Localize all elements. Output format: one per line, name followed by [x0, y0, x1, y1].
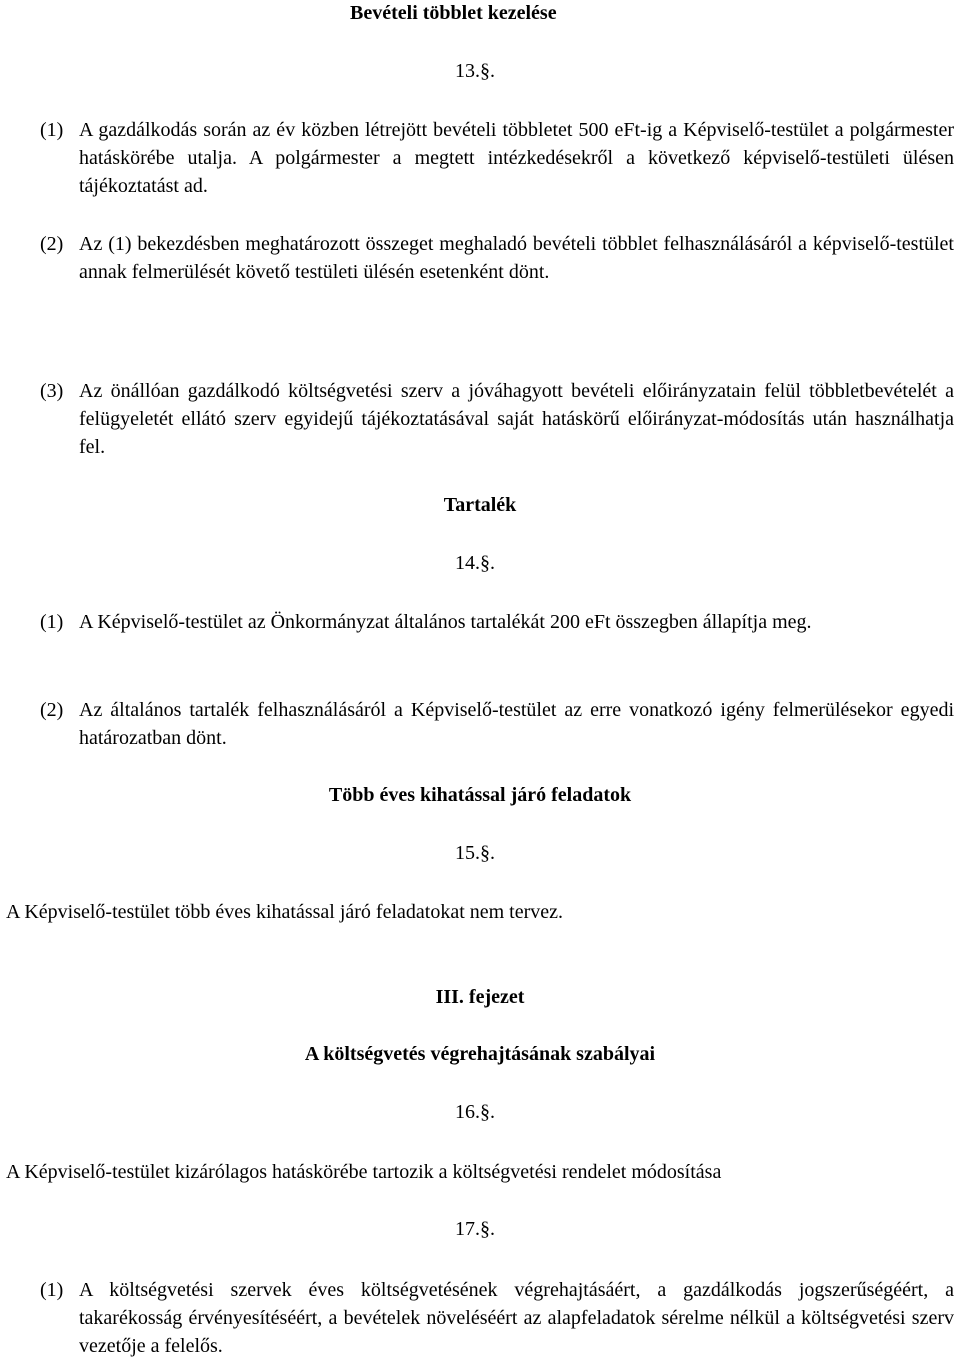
section-15-text: A Képviselő-testület több éves kihatással járó feladatokat nem tervez.	[6, 901, 564, 923]
section-heading-tartalek: Tartalék	[443, 494, 517, 516]
section-16-text: A Képviselő-testület kizárólagos hatáskörébe tartozik a költségvetési rendelet módosítása	[6, 1161, 722, 1183]
section-number-14: 14.§.	[455, 552, 495, 574]
paragraph-14-2	[40, 696, 954, 752]
section-number-15: 15.§.	[455, 842, 495, 864]
paragraph-13-2	[40, 230, 954, 286]
paragraph-number: (1)	[40, 119, 64, 141]
paragraph-number: (2)	[40, 233, 64, 255]
section-number-16: 16.§.	[455, 1101, 495, 1123]
paragraph-13-3	[40, 377, 954, 461]
paragraph-17-1	[40, 1276, 954, 1360]
paragraph-14-1	[40, 608, 954, 636]
chapter-heading: III. fejezet	[435, 986, 525, 1008]
paragraph-number: (3)	[40, 380, 64, 402]
paragraph-text: A költségvetési szervek éves költségvetésének végrehajtásáért, a gazdálkodás jogszerűségéért, a takarékosság érvényesítéséért, a bevételek növeléséért az alapfeladatok sérelme nélkül a költségvetési szerv vezetője a felelős.	[79, 1279, 954, 1357]
section-heading-tobb-eves: Több éves kihatással járó feladatok	[328, 784, 632, 806]
paragraph-number: (1)	[40, 611, 64, 633]
paragraph-text: Az önállóan gazdálkodó költségvetési szerv a jóváhagyott bevételi előirányzatain felül többletbevételét a felügyeletét ellátó szerv egyidejű tájékoztatásával saját hatáskörű előirányzat-módosítás után használhatja fel.	[79, 380, 954, 458]
paragraph-text: A Képviselő-testület az Önkormányzat általános tartalékát 200 eFt összegben állapítja meg.	[79, 611, 812, 633]
section-number-13: 13.§.	[455, 60, 495, 82]
section-heading-vegrehajtas: A költségvetés végrehajtásának szabályai	[304, 1043, 656, 1065]
paragraph-13-1	[40, 116, 954, 200]
paragraph-text: A gazdálkodás során az év közben létrejött bevételi többletet 500 eFt-ig a Képviselő-testület a polgármester hatáskörébe utalja. A polgármester a megtett intézkedésekről a következő képviselő-testületi ülésen tájékoztatást ad.	[79, 119, 954, 197]
paragraph-number: (1)	[40, 1279, 64, 1301]
paragraph-number: (2)	[40, 699, 64, 721]
section-number-17: 17.§.	[455, 1218, 495, 1240]
paragraph-text: Az általános tartalék felhasználásáról a Képviselő-testület az erre vonatkozó igény felmerülésekor egyedi határozatban dönt.	[79, 699, 954, 749]
paragraph-text: Az (1) bekezdésben meghatározott összeget meghaladó bevételi többlet felhasználásáról a képviselő-testület annak felmerülését követő testületi ülésén esetenként dönt.	[79, 233, 954, 283]
section-heading-bevetel: Bevételi többlet kezelése	[350, 2, 557, 24]
